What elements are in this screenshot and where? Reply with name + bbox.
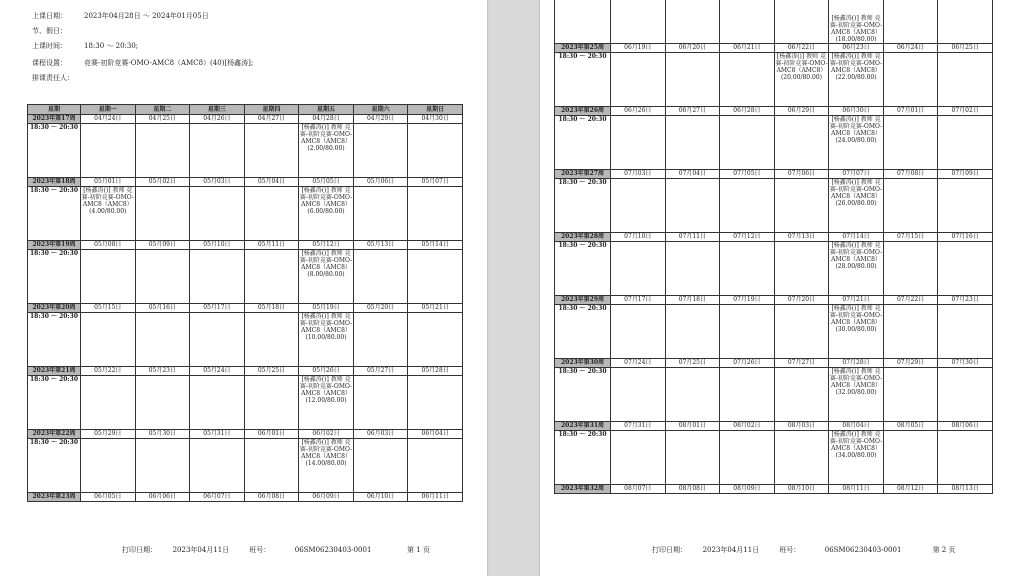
time-slot-label: 18:30 ～ 20:30 [28, 124, 81, 178]
empty-cell [353, 313, 408, 367]
time-slot-row [28, 439, 463, 493]
date-cell: 08月05日 [883, 422, 938, 431]
empty-cell [135, 376, 190, 430]
date-cell: 05月27日 [353, 367, 408, 376]
empty-cell [774, 116, 829, 170]
course-setting-row: 课程设置： 竞赛-初阶竞赛-OMO-AMC8（AMC8）(40)[杨鑫涛]; [32, 59, 254, 67]
week-label: 2023年第20周 [28, 304, 81, 313]
column-header: 星期二 [135, 105, 190, 115]
week-date-row [28, 493, 463, 502]
empty-cell [611, 305, 666, 359]
session-cell: [杨鑫涛()] 教师 竞赛-初阶竞赛-OMO-AMC8（AMC8）(22.00/80.00) [829, 53, 884, 107]
session-cell: [杨鑫涛()] 教师 竞赛-初阶竞赛-OMO-AMC8（AMC8）(28.00/80.00) [829, 242, 884, 296]
empty-cell [611, 242, 666, 296]
week-label: 2023年第32周 [555, 485, 611, 494]
empty-cell [353, 187, 408, 241]
time-slot-row [28, 250, 463, 304]
date-cell: 07月22日 [883, 296, 938, 305]
date-cell: 06月06日 [135, 493, 190, 502]
column-header: 星期一 [81, 105, 136, 115]
date-cell: 07月04日 [665, 170, 720, 179]
empty-cell [244, 376, 299, 430]
week-label: 2023年第29周 [555, 296, 611, 305]
time-slot-row [28, 376, 463, 430]
date-cell: 07月13日 [774, 233, 829, 242]
date-cell: 05月12日 [299, 241, 354, 250]
empty-cell [774, 0, 829, 44]
session-cell: [杨鑫涛()] 教师 竞赛-初阶竞赛-OMO-AMC8（AMC8）(6.00/80.00) [299, 187, 354, 241]
date-cell: 07月21日 [829, 296, 884, 305]
date-cell: 07月29日 [883, 359, 938, 368]
week-date-row [28, 367, 463, 376]
empty-cell [720, 0, 775, 44]
schedule-table-page-1 [27, 104, 463, 502]
empty-cell [938, 116, 993, 170]
empty-cell [408, 124, 463, 178]
empty-cell [353, 250, 408, 304]
date-cell: 04月27日 [244, 115, 299, 124]
date-cell: 06月21日 [720, 44, 775, 53]
date-cell: 06月05日 [81, 493, 136, 502]
column-header: 星期六 [353, 105, 408, 115]
week-date-row [28, 178, 463, 187]
date-cell: 05月17日 [190, 304, 245, 313]
time-slot-row [555, 0, 993, 44]
date-cell: 05月24日 [190, 367, 245, 376]
empty-cell [190, 187, 245, 241]
date-cell: 07月20日 [774, 296, 829, 305]
empty-cell [883, 116, 938, 170]
time-slot-label: 18:30 ～ 20:30 [28, 313, 81, 367]
column-header: 星期日 [408, 105, 463, 115]
week-label: 2023年第19周 [28, 241, 81, 250]
date-cell: 05月01日 [81, 178, 136, 187]
date-cell: 06月26日 [611, 107, 666, 116]
date-cell: 07月26日 [720, 359, 775, 368]
week-label: 2023年第22周 [28, 430, 81, 439]
empty-cell [244, 250, 299, 304]
empty-cell [938, 53, 993, 107]
empty-cell [408, 439, 463, 493]
date-cell: 06月09日 [299, 493, 354, 502]
date-cell: 06月19日 [611, 44, 666, 53]
time-slot-label: 18:30 ～ 20:30 [555, 431, 611, 485]
session-cell: [杨鑫涛()] 教师 竞赛-初阶竞赛-OMO-AMC8（AMC8）(12.00/80.00) [299, 376, 354, 430]
date-cell: 05月22日 [81, 367, 136, 376]
empty-cell [244, 124, 299, 178]
page-number: 第 1 页 [407, 546, 430, 554]
date-cell: 07月02日 [938, 107, 993, 116]
date-cell: 06月20日 [665, 44, 720, 53]
week-date-row [28, 304, 463, 313]
empty-cell [720, 368, 775, 422]
session-cell: [杨鑫涛()] 教师 竞赛-初阶竞赛-OMO-AMC8（AMC8）(32.00/80.00) [829, 368, 884, 422]
date-cell: 07月16日 [938, 233, 993, 242]
time-slot-label [555, 0, 611, 44]
empty-cell [408, 250, 463, 304]
date-cell: 08月06日 [938, 422, 993, 431]
week-label: 2023年第27周 [555, 170, 611, 179]
week-date-row [555, 296, 993, 305]
date-cell: 05月14日 [408, 241, 463, 250]
date-cell: 05月19日 [299, 304, 354, 313]
date-cell: 06月25日 [938, 44, 993, 53]
empty-cell [190, 250, 245, 304]
week-date-row [555, 107, 993, 116]
empty-cell [720, 305, 775, 359]
empty-cell [135, 313, 190, 367]
date-cell: 08月12日 [883, 485, 938, 494]
week-date-row [555, 44, 993, 53]
empty-cell [244, 313, 299, 367]
date-cell: 06月29日 [774, 107, 829, 116]
date-cell: 05月04日 [244, 178, 299, 187]
date-cell: 07月28日 [829, 359, 884, 368]
date-cell: 06月10日 [353, 493, 408, 502]
empty-cell [190, 124, 245, 178]
time-slot-row [28, 313, 463, 367]
date-cell: 05月02日 [135, 178, 190, 187]
session-cell: [杨鑫涛()] 教师 竞赛-初阶竞赛-OMO-AMC8（AMC8）(30.00/80.00) [829, 305, 884, 359]
time-slot-label: 18:30 ～ 20:30 [555, 116, 611, 170]
session-cell: [杨鑫涛()] 教师 竞赛-初阶竞赛-OMO-AMC8（AMC8）(2.00/80.00) [299, 124, 354, 178]
date-cell: 07月05日 [720, 170, 775, 179]
empty-cell [774, 179, 829, 233]
empty-cell [135, 187, 190, 241]
date-cell: 05月13日 [353, 241, 408, 250]
date-cell: 07月19日 [720, 296, 775, 305]
empty-cell [408, 376, 463, 430]
date-cell: 06月24日 [883, 44, 938, 53]
date-cell: 06月01日 [244, 430, 299, 439]
empty-cell [190, 439, 245, 493]
session-cell: [杨鑫涛()] 教师 竞赛-初阶竞赛-OMO-AMC8（AMC8）(26.00/80.00) [829, 179, 884, 233]
document-page-2 [540, 0, 1024, 576]
session-cell: [杨鑫涛()] 教师 竞赛-初阶竞赛-OMO-AMC8（AMC8）(10.00/80.00) [299, 313, 354, 367]
date-cell: 07月25日 [665, 359, 720, 368]
week-label: 2023年第17周 [28, 115, 81, 124]
empty-cell [883, 431, 938, 485]
date-cell: 05月31日 [190, 430, 245, 439]
column-header: 星期五 [299, 105, 354, 115]
date-cell: 06月04日 [408, 430, 463, 439]
week-date-row [555, 233, 993, 242]
empty-cell [135, 124, 190, 178]
session-cell: [杨鑫涛()] 教师 竞赛-初阶竞赛-OMO-AMC8（AMC8）(4.00/80.00) [81, 187, 136, 241]
week-label: 2023年第18周 [28, 178, 81, 187]
empty-cell [81, 313, 136, 367]
time-slot-label: 18:30 ～ 20:30 [28, 376, 81, 430]
table-header-row [28, 105, 463, 115]
empty-cell [665, 116, 720, 170]
date-cell: 07月08日 [883, 170, 938, 179]
empty-cell [720, 53, 775, 107]
empty-cell [774, 431, 829, 485]
date-cell: 07月18日 [665, 296, 720, 305]
empty-cell [665, 179, 720, 233]
session-cell: [杨鑫涛()] 教师 竞赛-初阶竞赛-OMO-AMC8（AMC8）(18.00/80.00) [829, 0, 884, 44]
time-slot-row [555, 116, 993, 170]
empty-cell [720, 431, 775, 485]
session-cell: [杨鑫涛()] 教师 竞赛-初阶竞赛-OMO-AMC8（AMC8）(14.00/80.00) [299, 439, 354, 493]
empty-cell [938, 431, 993, 485]
print-footer: 打印日期： 2023年04月11日 班号： 06SM06230403-0001 第 1 页 [122, 546, 430, 554]
empty-cell [244, 187, 299, 241]
date-cell: 08月01日 [665, 422, 720, 431]
empty-cell [665, 0, 720, 44]
date-cell: 07月12日 [720, 233, 775, 242]
date-cell: 08月04日 [829, 422, 884, 431]
date-cell: 04月29日 [353, 115, 408, 124]
empty-cell [353, 439, 408, 493]
date-cell: 08月03日 [774, 422, 829, 431]
empty-cell [665, 242, 720, 296]
empty-cell [883, 305, 938, 359]
empty-cell [938, 0, 993, 44]
date-cell: 04月26日 [190, 115, 245, 124]
date-cell: 07月01日 [883, 107, 938, 116]
course-time-row: 上课时间： 18:30 ～ 20:30; [32, 42, 139, 50]
print-footer: 打印日期： 2023年04月11日 班号： 06SM06230403-0001 第 2 页 [652, 546, 956, 554]
time-slot-label: 18:30 ～ 20:30 [555, 368, 611, 422]
time-slot-label: 18:30 ～ 20:30 [28, 439, 81, 493]
date-cell: 08月09日 [720, 485, 775, 494]
date-cell: 08月10日 [774, 485, 829, 494]
date-cell: 08月08日 [665, 485, 720, 494]
week-date-row [555, 485, 993, 494]
empty-cell [938, 368, 993, 422]
date-cell: 08月07日 [611, 485, 666, 494]
date-cell: 06月07日 [190, 493, 245, 502]
date-cell: 05月28日 [408, 367, 463, 376]
empty-cell [883, 179, 938, 233]
date-cell: 06月02日 [299, 430, 354, 439]
empty-cell [611, 0, 666, 44]
week-label: 2023年第23周 [28, 493, 81, 502]
empty-cell [665, 368, 720, 422]
empty-cell [720, 242, 775, 296]
empty-cell [81, 250, 136, 304]
empty-cell [611, 431, 666, 485]
date-cell: 04月24日 [81, 115, 136, 124]
date-cell: 06月22日 [774, 44, 829, 53]
empty-cell [244, 439, 299, 493]
time-slot-row [555, 431, 993, 485]
session-cell: [杨鑫涛()] 教师 竞赛-初阶竞赛-OMO-AMC8（AMC8）(24.00/80.00) [829, 116, 884, 170]
empty-cell [190, 376, 245, 430]
date-cell: 05月26日 [299, 367, 354, 376]
date-cell: 06月03日 [353, 430, 408, 439]
week-label: 2023年第31周 [555, 422, 611, 431]
holiday-row: 节、假日： [32, 27, 67, 35]
empty-cell [774, 242, 829, 296]
date-cell: 05月20日 [353, 304, 408, 313]
date-cell: 05月06日 [353, 178, 408, 187]
empty-cell [611, 116, 666, 170]
week-label: 2023年第30周 [555, 359, 611, 368]
date-cell: 05月08日 [81, 241, 136, 250]
date-cell: 04月28日 [299, 115, 354, 124]
week-label: 2023年第28周 [555, 233, 611, 242]
empty-cell [665, 305, 720, 359]
week-date-row [555, 170, 993, 179]
empty-cell [883, 0, 938, 44]
empty-cell [938, 242, 993, 296]
document-page-1 [0, 0, 487, 576]
date-cell: 07月06日 [774, 170, 829, 179]
week-label: 2023年第25周 [555, 44, 611, 53]
time-slot-row [28, 124, 463, 178]
date-cell: 05月03日 [190, 178, 245, 187]
time-slot-label: 18:30 ～ 20:30 [555, 305, 611, 359]
date-cell: 08月13日 [938, 485, 993, 494]
empty-cell [408, 187, 463, 241]
date-cell: 06月08日 [244, 493, 299, 502]
time-slot-row [555, 305, 993, 359]
date-cell: 05月18日 [244, 304, 299, 313]
course-date-row: 上课日期： 2023年04月28日 ～ 2024年01月05日 [32, 12, 209, 20]
date-cell: 06月27日 [665, 107, 720, 116]
date-cell: 07月23日 [938, 296, 993, 305]
date-cell: 05月21日 [408, 304, 463, 313]
date-cell: 07月03日 [611, 170, 666, 179]
empty-cell [665, 431, 720, 485]
week-date-row [28, 115, 463, 124]
date-cell: 07月27日 [774, 359, 829, 368]
date-cell: 05月23日 [135, 367, 190, 376]
date-cell: 07月14日 [829, 233, 884, 242]
date-cell: 04月25日 [135, 115, 190, 124]
empty-cell [81, 439, 136, 493]
time-slot-label: 18:30 ～ 20:30 [555, 179, 611, 233]
time-slot-row [555, 179, 993, 233]
time-slot-label: 18:30 ～ 20:30 [28, 187, 81, 241]
date-cell: 07月07日 [829, 170, 884, 179]
date-cell: 06月11日 [408, 493, 463, 502]
date-cell: 07月10日 [611, 233, 666, 242]
empty-cell [665, 53, 720, 107]
date-cell: 05月25日 [244, 367, 299, 376]
date-cell: 07月31日 [611, 422, 666, 431]
date-cell: 06月28日 [720, 107, 775, 116]
week-label: 2023年第26周 [555, 107, 611, 116]
empty-cell [883, 368, 938, 422]
empty-cell [883, 53, 938, 107]
date-cell: 04月30日 [408, 115, 463, 124]
date-cell: 08月02日 [720, 422, 775, 431]
scheduler-row: 排课责任人： [32, 74, 74, 82]
date-cell: 05月30日 [135, 430, 190, 439]
date-cell: 05月10日 [190, 241, 245, 250]
empty-cell [611, 368, 666, 422]
date-cell: 05月09日 [135, 241, 190, 250]
page-number: 第 2 页 [932, 546, 956, 554]
column-header: 星期四 [244, 105, 299, 115]
week-date-row [555, 422, 993, 431]
empty-cell [611, 179, 666, 233]
time-slot-row [555, 368, 993, 422]
time-slot-row [28, 187, 463, 241]
empty-cell [353, 124, 408, 178]
empty-cell [408, 313, 463, 367]
time-slot-label: 18:30 ～ 20:30 [555, 242, 611, 296]
session-cell: [杨鑫涛()] 教师 竞赛-初阶竞赛-OMO-AMC8（AMC8）(8.00/80.00) [299, 250, 354, 304]
date-cell: 06月30日 [829, 107, 884, 116]
empty-cell [938, 179, 993, 233]
date-cell: 05月16日 [135, 304, 190, 313]
column-header: 星期 [28, 105, 81, 115]
session-cell: [杨鑫涛()] 教师 竞赛-初阶竞赛-OMO-AMC8（AMC8）(20.00/80.00) [774, 53, 829, 107]
date-cell: 05月11日 [244, 241, 299, 250]
date-cell: 08月11日 [829, 485, 884, 494]
time-slot-row [555, 53, 993, 107]
empty-cell [883, 242, 938, 296]
date-cell: 05月05日 [299, 178, 354, 187]
empty-cell [774, 305, 829, 359]
empty-cell [135, 250, 190, 304]
empty-cell [353, 376, 408, 430]
week-date-row [28, 241, 463, 250]
empty-cell [135, 439, 190, 493]
time-slot-label: 18:30 ～ 20:30 [28, 250, 81, 304]
date-cell: 07月11日 [665, 233, 720, 242]
empty-cell [720, 116, 775, 170]
week-date-row [28, 430, 463, 439]
date-cell: 05月29日 [81, 430, 136, 439]
week-label: 2023年第21周 [28, 367, 81, 376]
time-slot-label: 18:30 ～ 20:30 [555, 53, 611, 107]
empty-cell [938, 305, 993, 359]
empty-cell [81, 124, 136, 178]
empty-cell [774, 368, 829, 422]
session-cell: [杨鑫涛()] 教师 竞赛-初阶竞赛-OMO-AMC8（AMC8）(34.00/80.00) [829, 431, 884, 485]
column-header: 星期三 [190, 105, 245, 115]
date-cell: 05月15日 [81, 304, 136, 313]
empty-cell [720, 179, 775, 233]
empty-cell [81, 376, 136, 430]
empty-cell [611, 53, 666, 107]
date-cell: 07月15日 [883, 233, 938, 242]
schedule-table-page-2 [554, 0, 993, 494]
date-cell: 05月07日 [408, 178, 463, 187]
date-cell: 06月23日 [829, 44, 884, 53]
empty-cell [190, 313, 245, 367]
date-cell: 07月24日 [611, 359, 666, 368]
week-date-row [555, 359, 993, 368]
date-cell: 07月17日 [611, 296, 666, 305]
date-cell: 07月30日 [938, 359, 993, 368]
date-cell: 07月09日 [938, 170, 993, 179]
time-slot-row [555, 242, 993, 296]
